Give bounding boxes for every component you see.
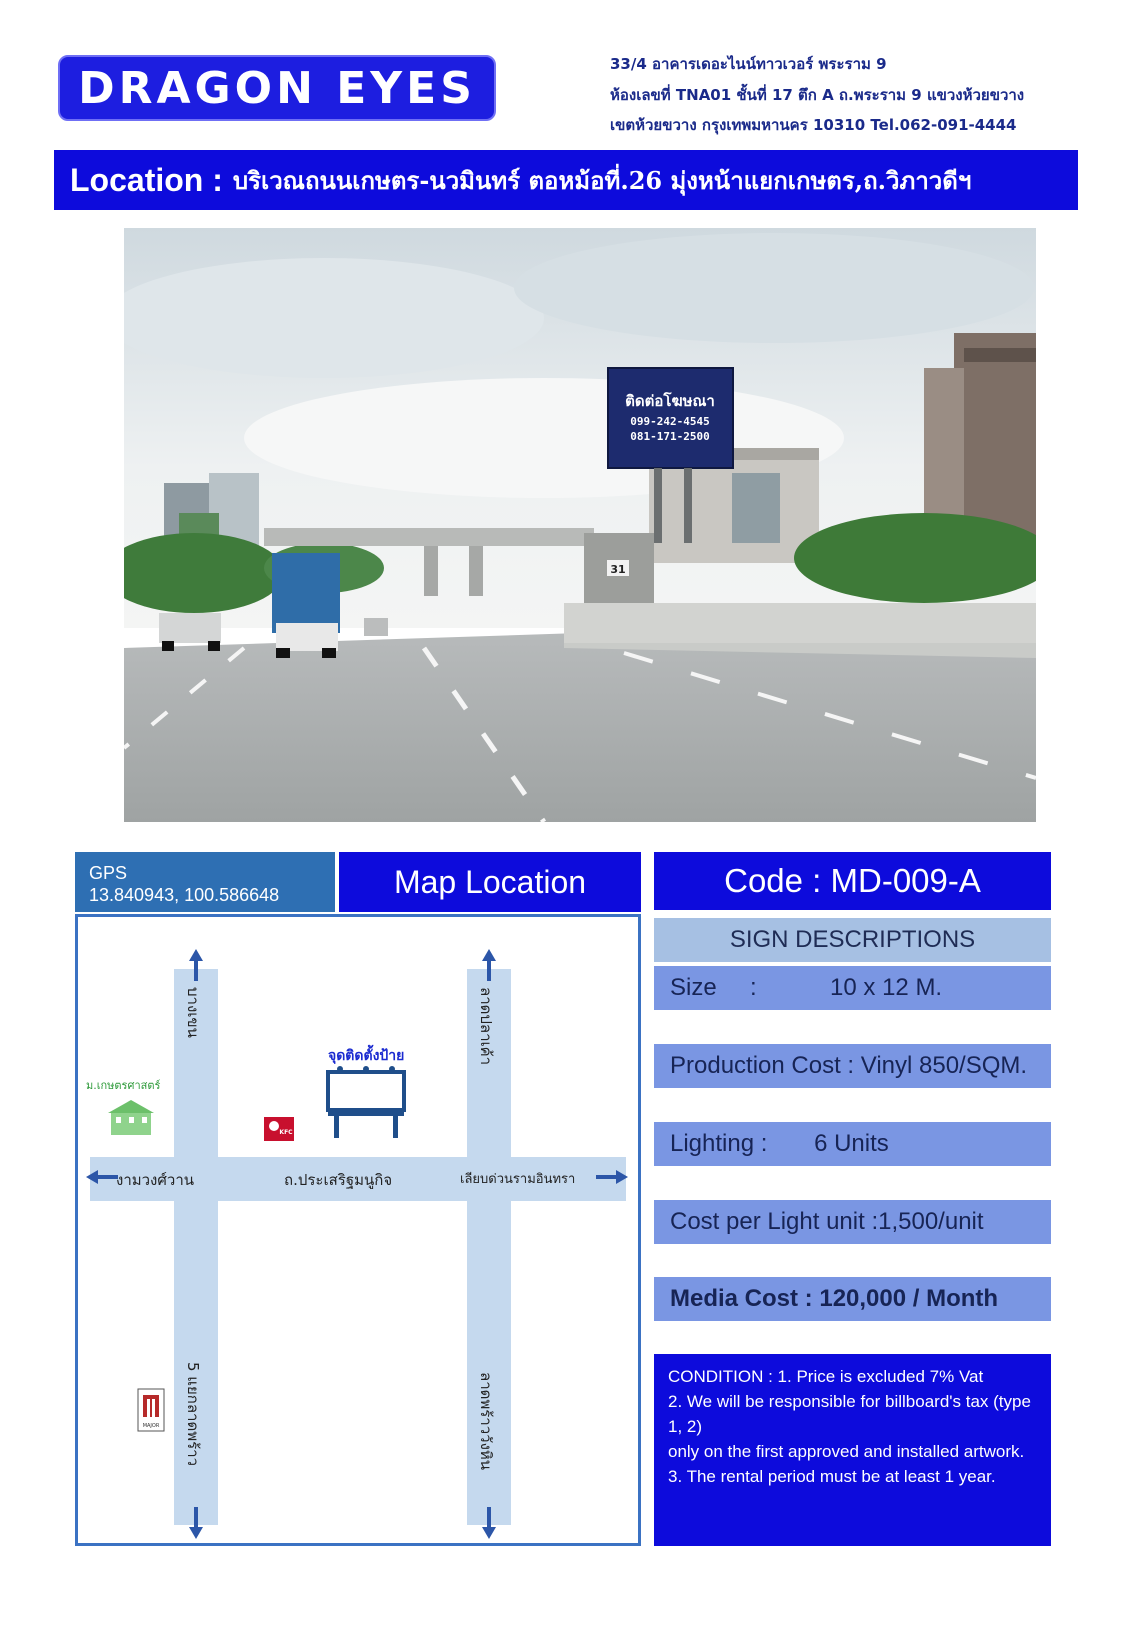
lighting-row — [654, 1122, 1051, 1166]
road-label-horizontal-mid: ถ.ประเสริฐมนูกิจ — [284, 1171, 393, 1189]
condition-line-4: 3. The rental period must be at least 1 year. — [668, 1467, 996, 1486]
road-label-left-bottom: 5 แยกลาดพร้าว — [184, 1362, 202, 1466]
overpass — [264, 528, 594, 546]
sign-descriptions-title: SIGN DESCRIPTIONS — [729, 926, 976, 953]
map-title: Map Location — [393, 863, 587, 900]
condition-line-3: only on the first approved and installed artwork. — [668, 1442, 1025, 1461]
university-label: ม.เกษตรศาสตร์ — [86, 1079, 161, 1092]
road-label-left-top: บางเขน — [184, 987, 202, 1038]
size-row — [654, 966, 1051, 1010]
major-label: MAJOR — [142, 1423, 160, 1429]
location-banner — [54, 150, 1078, 210]
road-label-horizontal-right: เลียบด่วนรามอินทรา — [460, 1172, 576, 1187]
truck — [272, 553, 340, 633]
university-icon — [108, 1100, 154, 1135]
gps-box — [75, 852, 335, 912]
cost-per-light-row — [654, 1200, 1051, 1244]
road-label-horizontal-left: งามวงศ์วาน — [116, 1171, 195, 1189]
lighting-text: Lighting : 6 Units — [670, 1130, 889, 1157]
media-cost-text: Media Cost : 120,000 / Month — [670, 1285, 999, 1312]
road-arrows — [86, 949, 628, 1539]
condition-box — [654, 1354, 1051, 1546]
site-photo — [124, 228, 1036, 822]
billboard-text-3: 081-171-2500 — [630, 430, 710, 443]
code-box — [654, 852, 1051, 910]
size-text: Size : 10 x 12 M. — [670, 974, 943, 1001]
pickup-truck — [159, 613, 221, 643]
install-point-label: จุดติดตั้งป้าย — [328, 1048, 405, 1064]
gps-label: GPS — [89, 863, 128, 883]
billboard-icon — [328, 1066, 404, 1138]
condition-line-2: 2. We will be responsible for billboard's tax (type 1, 2) — [668, 1392, 1031, 1436]
sign-descriptions-header — [654, 918, 1051, 962]
location-map — [75, 914, 641, 1546]
sign-code: Code : MD-009-A — [724, 862, 981, 899]
condition-line-1: CONDITION : 1. Price is excluded 7% Vat — [668, 1367, 984, 1386]
production-cost-text: Production Cost : Vinyl 850/SQM. — [670, 1052, 1028, 1079]
major-cineplex-icon — [138, 1389, 164, 1431]
production-cost-row — [654, 1044, 1051, 1088]
road-label-right-bottom: ลาดพร้าววังหิน — [477, 1372, 495, 1471]
address-line-2: ห้องเลขที่ TNA01 ชั้นที่ 17 ตึก A ถ.พระราม 9 แขวงห้วยขวาง — [610, 86, 1025, 104]
logo-text: DRAGON EYES — [78, 62, 476, 114]
location-text: บริเวณถนนเกษตร-นวมินทร์ ตอหม้อที่.26 มุ่งหน้าแยกเกษตร,ถ.วิภาวดีฯ — [232, 165, 972, 195]
billboard-text-1: ติดต่อโฆษณา — [625, 392, 715, 410]
pillar-number: 31 — [610, 563, 626, 576]
map-title-box — [339, 852, 641, 912]
road-label-right-top: ลาดปลาเค้า — [477, 987, 495, 1066]
address-line-3: เขตห้วยขวาง กรุงเทพมหานคร 10310 Tel.062-091-4444 — [610, 116, 1017, 134]
gps-coordinates: 13.840943, 100.586648 — [89, 885, 280, 905]
kfc-label: KFC — [279, 1129, 293, 1136]
kfc-icon — [264, 1117, 294, 1141]
company-logo — [58, 55, 496, 121]
location-label: Location : — [70, 161, 223, 198]
address-line-1: 33/4 อาคารเดอะไนน์ทาวเวอร์ พระราม 9 — [610, 55, 887, 73]
billboard-text-2: 099-242-4545 — [630, 415, 710, 428]
cost-per-light-text: Cost per Light unit :1,500/unit — [670, 1208, 984, 1235]
media-cost-row — [654, 1277, 1051, 1321]
